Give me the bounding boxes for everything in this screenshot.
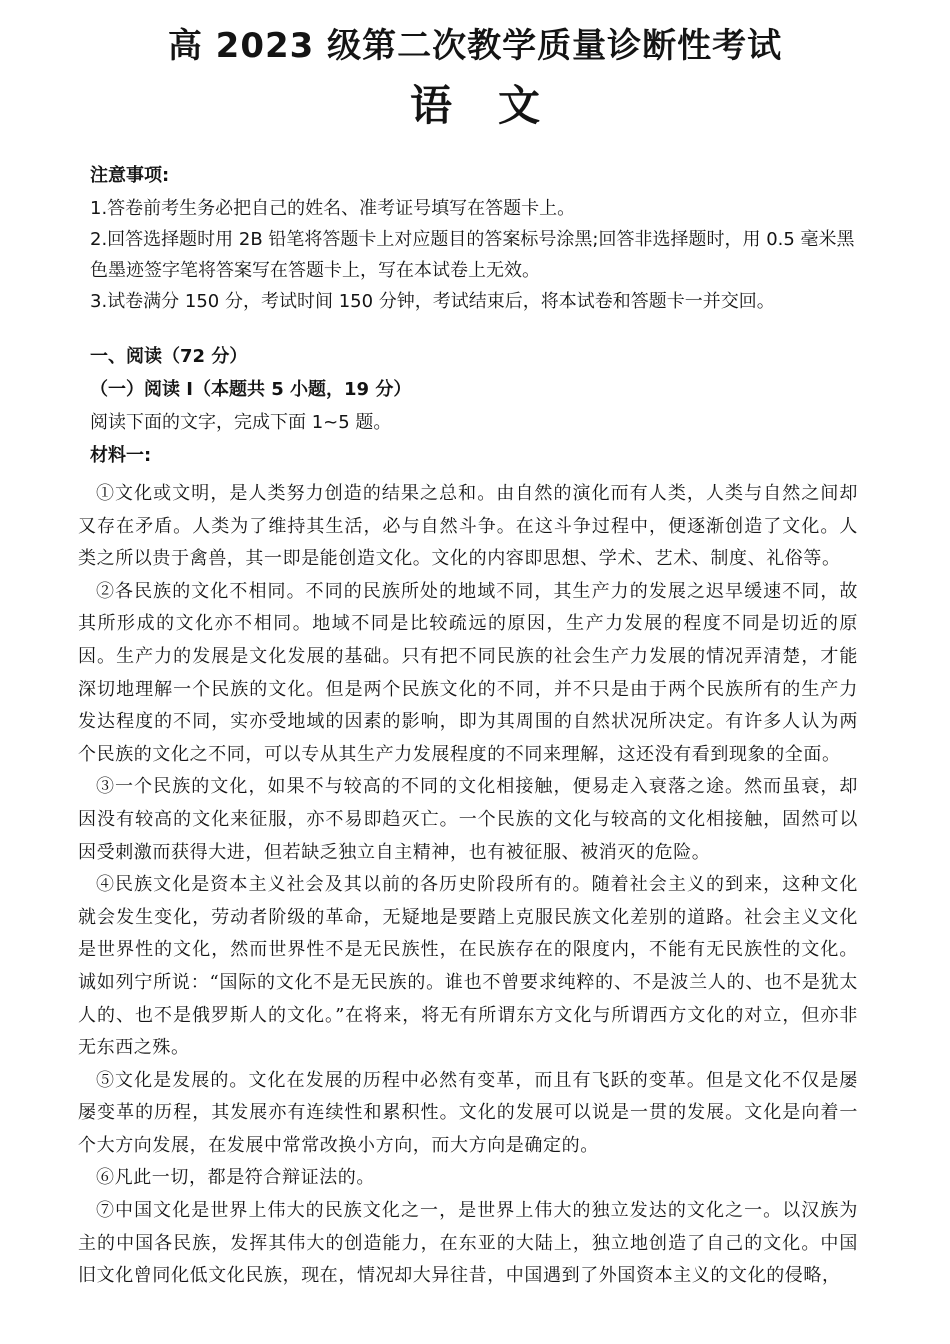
notice-item: 3.试卷满分 150 分，考试时间 150 分钟，考试结束后，将本试卷和答题卡一并交回。 — [90, 291, 775, 312]
passage-paragraph: ⑤文化是发展的。文化在发展的历程中必然有变革，而且有飞跃的变革。但是文化不仅是屡屡变革的历程，其发展亦有连续性和累积性。文化的发展可以说是一贯的发展。文化是向着一个大方向发展，在发展中常常改换小方向，而大方向是确定的。 — [78, 1069, 858, 1156]
passage-paragraph: ②各民族的文化不相同。不同的民族所处的地域不同，其生产力的发展之迟早缓速不同，故其所形成的文化亦不相同。地域不同是比较疏远的原因，生产力发展的程度不同是切近的原因。生产力的发展是文化发展的基础。只有把不同民族的社会生产力发展的情况弄清楚，才能深切地理解一个民族的文化。但是两个民族文化的不同，并不只是由于两个民族所有的生产力发达程度的不同，实亦受地域的因素的影响，即为其周围的自然状况所决定。有许多人认为两个民族的文化之不同，可以专从其生产力发展程度的不同来理解，这还没有看到现象的全面。 — [78, 580, 858, 765]
passage-paragraph: ③一个民族的文化，如果不与较高的不同的文化相接触，便易走入衰落之途。然而虽衰，却因没有较高的文化来征服，亦不易即趋灭亡。一个民族的文化与较高的文化相接触，固然可以因受刺激而获得大进，但若缺乏独立自主精神，也有被征服、被消灭的危险。 — [78, 776, 858, 863]
notice-item: 1.答卷前考生务必把自己的姓名、准考证号填写在答题卡上。 — [90, 198, 576, 219]
reading-passage — [78, 478, 858, 1293]
exam-title: 高 2023 级第二次教学质量诊断性考试 — [167, 26, 783, 66]
notice-block — [90, 160, 865, 317]
passage-paragraph: ⑦中国文化是世界上伟大的民族文化之一，是世界上伟大的独立发达的文化之一。以汉族为主的中国各民族，发挥其伟大的创造能力，在东亚的大陆上，独立地创造了自己的文化。中国旧文化曾同化低文化民族，现在，情况却大异往昔，中国遇到了外国资本主义的文化的侵略， — [78, 1200, 858, 1287]
reading-section-header — [90, 340, 865, 472]
notice-item: 2.回答选择题时用 2B 铅笔将答题卡上对应题目的答案标号涂黑;回答非选择题时，用 0.5 毫米黑色墨迹签字笔将答案写在答题卡上，写在本试卷上无效。 — [90, 229, 855, 281]
notice-title: 注意事项: — [90, 165, 170, 186]
subject-title: 语文 — [409, 81, 586, 130]
section-subheading: （一）阅读 I（本题共 5 小题，19 分） — [90, 379, 412, 400]
section-heading: 一、阅读（72 分） — [90, 346, 248, 367]
material-label: 材料一: — [90, 445, 152, 466]
passage-paragraph: ⑥凡此一切，都是符合辩证法的。 — [96, 1167, 375, 1189]
passage-paragraph: ④民族文化是资本主义社会及其以前的各历史阶段所有的。随着社会主义的到来，这种文化就会发生变化，劳动者阶级的革命，无疑地是要踏上克服民族文化差别的道路。社会主义文化是世界性的文化，然而世界性不是无民族性，在民族存在的限度内，不能有无民族性的文化。诚如列宁所说：“国际的文化不是无民族的。谁也不曾要求纯粹的、不是波兰人的、也不是犹太人的、也不是俄罗斯人的文化。”在将来，将无有所谓东方文化与所谓西方文化的对立，但亦非无东西之殊。 — [78, 874, 858, 1059]
section-instruction: 阅读下面的文字，完成下面 1~5 题。 — [90, 412, 392, 433]
passage-paragraph: ①文化或文明，是人类努力创造的结果之总和。由自然的演化而有人类，人类与自然之间却又存在矛盾。人类为了维持其生活，必与自然斗争。在这斗争过程中，便逐渐创造了文化。人类之所以贵于禽兽，其一即是能创造文化。文化的内容即思想、学术、艺术、制度、礼俗等。 — [78, 483, 858, 570]
